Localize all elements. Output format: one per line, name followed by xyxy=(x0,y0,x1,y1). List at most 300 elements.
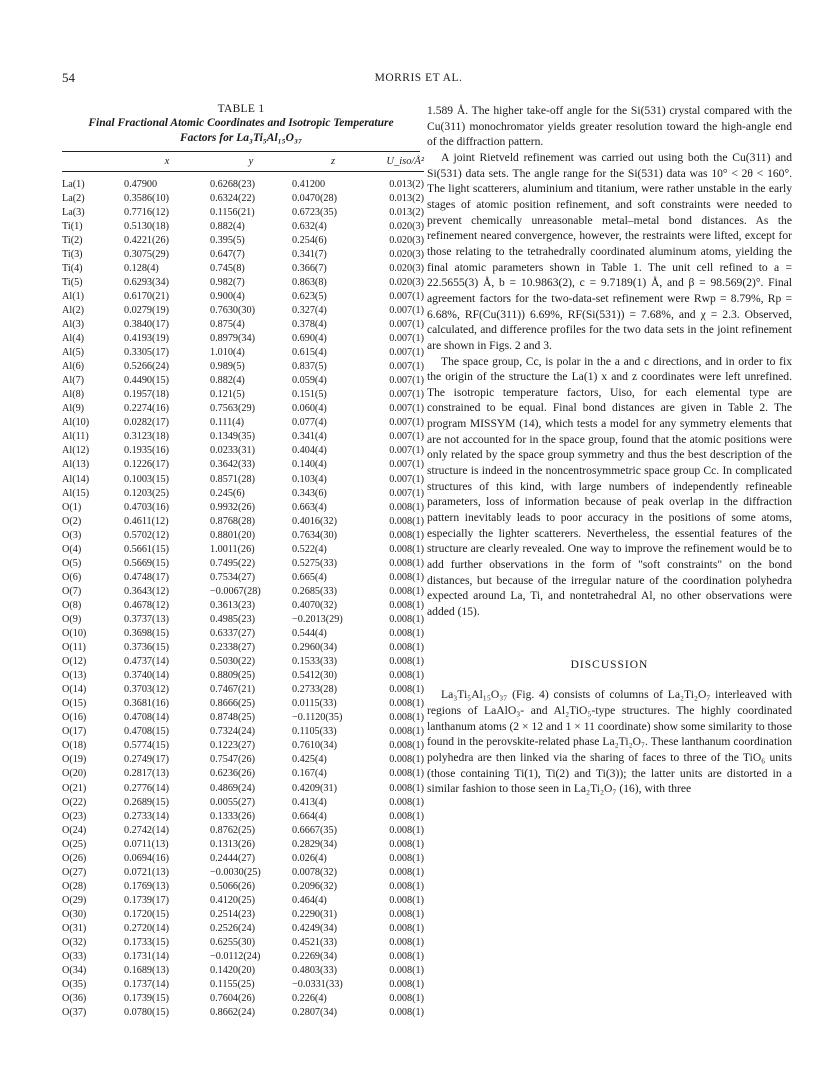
table-row xyxy=(62,261,424,275)
z-cell: 0.663(4) xyxy=(292,501,327,513)
atomic-coordinates-table xyxy=(62,152,424,1020)
atom-label-cell: O(1) xyxy=(62,501,82,513)
uiso-cell: 0.008(1) xyxy=(389,782,424,794)
y-cell: 0.8979(34) xyxy=(210,333,255,345)
section-heading-discussion: DISCUSSION xyxy=(570,658,649,671)
x-cell: 0.4221(26) xyxy=(124,234,169,246)
x-cell: 0.2817(13) xyxy=(124,768,169,780)
table-row xyxy=(62,346,424,360)
y-cell: 0.7630(30) xyxy=(210,304,255,316)
z-cell: 0.5412(30) xyxy=(292,670,337,682)
atom-label-cell: Al(7) xyxy=(62,375,85,387)
uiso-cell: 0.008(1) xyxy=(389,557,424,569)
z-cell: 0.077(4) xyxy=(292,417,327,429)
x-cell: 0.1957(18) xyxy=(124,389,169,401)
y-cell: 0.8762(25) xyxy=(210,824,255,836)
atom-label-cell: Al(6) xyxy=(62,361,85,373)
z-cell: 0.664(4) xyxy=(292,810,327,822)
atom-label-cell: O(19) xyxy=(62,754,87,766)
uiso-cell: 0.008(1) xyxy=(389,923,424,934)
table-row xyxy=(62,500,424,514)
z-cell: 0.2960(34) xyxy=(292,642,337,654)
y-cell: 0.4869(24) xyxy=(210,782,255,794)
uiso-cell: 0.008(1) xyxy=(389,1007,424,1019)
atom-label-cell: O(29) xyxy=(62,894,87,906)
table-row xyxy=(62,430,424,444)
y-cell: 0.1333(26) xyxy=(210,810,255,822)
x-cell: 0.0780(15) xyxy=(124,1007,169,1019)
x-cell: 0.1737(14) xyxy=(124,979,169,991)
atom-label-cell: O(4) xyxy=(62,543,82,555)
paragraph-1: 1.589 Å. The higher take-off angle for the Si(531) crystal compared with the Cu(311) monochromator yields greater resolution toward the high-angle end of the diffraction pattern. xyxy=(427,104,792,149)
table-row xyxy=(62,809,424,823)
atom-label-cell: O(36) xyxy=(62,993,87,1005)
table-row xyxy=(62,627,424,641)
atom-label-cell: O(24) xyxy=(62,824,87,836)
y-cell: 0.1313(26) xyxy=(210,838,255,850)
atom-label-cell: Al(9) xyxy=(62,403,85,415)
z-cell: −0.2013(29) xyxy=(292,613,343,625)
atom-label-cell: Al(4) xyxy=(62,333,85,345)
y-cell: 0.8801(20) xyxy=(210,529,255,541)
y-cell: 0.1156(21) xyxy=(210,206,255,218)
uiso-cell: 0.007(1) xyxy=(389,473,424,485)
uiso-cell: 0.007(1) xyxy=(389,375,424,387)
atom-label-cell: Ti(3) xyxy=(62,248,83,260)
uiso-cell: 0.008(1) xyxy=(389,543,424,555)
x-cell: 0.128(4) xyxy=(124,262,159,274)
x-cell: 0.3075(29) xyxy=(124,248,169,260)
table-row xyxy=(62,851,424,865)
atom-label-cell: Al(13) xyxy=(62,459,90,471)
y-cell: 0.7324(24) xyxy=(210,726,255,738)
table-row xyxy=(62,374,424,388)
y-cell: 0.900(4) xyxy=(210,290,245,302)
z-cell: 0.4521(33) xyxy=(292,937,337,949)
uiso-cell: 0.008(1) xyxy=(389,515,424,527)
table-row xyxy=(62,177,424,191)
atom-label-cell: O(15) xyxy=(62,698,87,710)
z-cell: 0.341(7) xyxy=(292,248,327,260)
uiso-cell: 0.007(1) xyxy=(389,403,424,415)
table-row xyxy=(62,458,424,472)
x-cell: 0.1769(13) xyxy=(124,880,169,892)
table-row xyxy=(62,317,424,331)
z-cell: 0.226(4) xyxy=(292,993,327,1005)
z-cell: 0.060(4) xyxy=(292,403,327,415)
y-cell: 0.8768(28) xyxy=(210,515,255,527)
atom-label-cell: La(1) xyxy=(62,178,85,190)
y-cell: 0.882(4) xyxy=(210,375,245,387)
z-cell: 0.2290(31) xyxy=(292,908,337,920)
z-cell: 0.2829(34) xyxy=(292,838,337,850)
uiso-cell: 0.008(1) xyxy=(389,866,424,878)
atom-label-cell: O(34) xyxy=(62,965,87,977)
x-cell: 0.3586(10) xyxy=(124,192,169,204)
uiso-cell: 0.008(1) xyxy=(389,642,424,654)
z-cell: 0.0115(33) xyxy=(292,698,337,710)
uiso-cell: 0.013(2) xyxy=(389,206,424,218)
atom-label-cell: O(26) xyxy=(62,852,87,864)
table-row xyxy=(62,964,424,978)
x-cell: 0.1733(15) xyxy=(124,937,169,949)
x-cell: 0.5661(15) xyxy=(124,543,169,555)
uiso-cell: 0.008(1) xyxy=(389,585,424,597)
table-row xyxy=(62,360,424,374)
x-cell: 0.3737(13) xyxy=(124,613,169,625)
x-cell: 0.3305(17) xyxy=(124,347,169,359)
atom-label-cell: O(3) xyxy=(62,529,82,541)
z-cell: −0.1120(35) xyxy=(292,712,343,724)
table-row xyxy=(62,767,424,781)
y-cell: 0.647(7) xyxy=(210,248,245,260)
atom-label-cell: O(31) xyxy=(62,923,87,934)
z-cell: 0.2269(34) xyxy=(292,951,337,963)
table-row xyxy=(62,289,424,303)
x-cell: 0.1226(17) xyxy=(124,459,169,471)
uiso-cell: 0.008(1) xyxy=(389,599,424,611)
x-cell: 0.6170(21) xyxy=(124,290,169,302)
table-row xyxy=(62,725,424,739)
z-cell: 0.522(4) xyxy=(292,543,327,555)
y-cell: 0.8666(25) xyxy=(210,698,255,710)
z-cell: 0.103(4) xyxy=(292,473,327,485)
x-cell: 0.4490(15) xyxy=(124,375,169,387)
atom-label-cell: Al(1) xyxy=(62,290,85,302)
uiso-cell: 0.008(1) xyxy=(389,501,424,513)
y-cell: 0.745(8) xyxy=(210,262,245,274)
x-cell: 0.5130(18) xyxy=(124,220,169,232)
atom-label-cell: O(25) xyxy=(62,838,87,850)
x-cell: 0.1720(15) xyxy=(124,908,169,920)
z-cell: 0.4070(32) xyxy=(292,599,337,611)
header-y: y xyxy=(248,156,254,167)
x-cell: 0.1731(14) xyxy=(124,951,169,963)
x-cell: 0.2733(14) xyxy=(124,810,169,822)
z-cell: 0.2807(34) xyxy=(292,1007,337,1019)
uiso-cell: 0.008(1) xyxy=(389,965,424,977)
y-cell: 0.875(4) xyxy=(210,318,245,330)
uiso-cell: 0.020(3) xyxy=(389,234,424,246)
uiso-cell: 0.007(1) xyxy=(389,431,424,443)
x-cell: 0.0711(13) xyxy=(124,838,169,850)
table-body xyxy=(62,177,424,1020)
z-cell: 0.4016(32) xyxy=(292,515,337,527)
atom-label-cell: O(22) xyxy=(62,796,87,808)
x-cell: 0.4611(12) xyxy=(124,515,169,527)
uiso-cell: 0.007(1) xyxy=(389,417,424,429)
table-row xyxy=(62,795,424,809)
table-row xyxy=(62,388,424,402)
y-cell: 0.5030(22) xyxy=(210,656,255,668)
z-cell: 0.425(4) xyxy=(292,754,327,766)
table-row xyxy=(62,584,424,598)
atom-label-cell: O(28) xyxy=(62,880,87,892)
atom-label-cell: O(12) xyxy=(62,656,87,668)
y-cell: 0.1155(25) xyxy=(210,979,255,991)
uiso-cell: 0.008(1) xyxy=(389,810,424,822)
uiso-cell: 0.008(1) xyxy=(389,656,424,668)
atom-label-cell: Al(5) xyxy=(62,347,85,359)
x-cell: 0.47900 xyxy=(124,178,158,190)
atom-label-cell: Ti(4) xyxy=(62,262,83,274)
table-row xyxy=(62,936,424,950)
x-cell: 0.2742(14) xyxy=(124,824,169,836)
atom-label-cell: Al(14) xyxy=(62,473,90,485)
uiso-cell: 0.008(1) xyxy=(389,628,424,640)
y-cell: 0.982(7) xyxy=(210,276,245,288)
y-cell: 0.2514(23) xyxy=(210,908,255,920)
uiso-cell: 0.008(1) xyxy=(389,529,424,541)
y-cell: 0.6255(30) xyxy=(210,937,255,949)
table-row xyxy=(62,219,424,233)
uiso-cell: 0.008(1) xyxy=(389,571,424,583)
y-cell: 0.4120(25) xyxy=(210,894,255,906)
x-cell: 0.3740(14) xyxy=(124,670,169,682)
uiso-cell: 0.020(3) xyxy=(389,248,424,260)
x-cell: 0.3681(16) xyxy=(124,698,169,710)
z-cell: 0.151(5) xyxy=(292,389,327,401)
uiso-cell: 0.008(1) xyxy=(389,908,424,920)
table-caption-line2: Factors for La₃Ti₅Al₁₅O₃₇ xyxy=(179,132,303,144)
z-cell: 0.690(4) xyxy=(292,333,327,345)
uiso-cell: 0.007(1) xyxy=(389,333,424,345)
x-cell: 0.3643(12) xyxy=(124,585,169,597)
atom-label-cell: Al(11) xyxy=(62,431,89,443)
table-row xyxy=(62,556,424,570)
atom-label-cell: O(7) xyxy=(62,585,82,597)
y-cell: −0.0030(25) xyxy=(210,866,261,878)
table-caption-line1: Final Fractional Atomic Coordinates and Isotropic Temperature xyxy=(88,117,394,129)
uiso-cell: 0.008(1) xyxy=(389,838,424,850)
uiso-cell: 0.008(1) xyxy=(389,712,424,724)
atom-label-cell: O(13) xyxy=(62,670,87,682)
paragraph-2: A joint Rietveld refinement was carried out using both the Cu(311) and Si(531) data sets. The angle range for the Si(531) data was 10° < 2θ < 160°. The light scatterers, aluminium and titanium, were rather unstable in the early stages of atomic position refinement, and soft constraints were needed to prevent chemically unreasonable metal–metal bond distances. As the refinement neared convergence, however, the restraints were lifted, except for those relating to the tetrahedrally coordinated aluminum atoms, yielding the final atomic parameters shown in Table 1. The unit cell refined to a = 22.5655(3) Å, b = 10.9863(2), c = 9.7189(1) Å, and β = 98.569(2)°. Final agreement factors for the two-data-set refinement were Rwp = 8.79%, Rp = 6.68%, RF(Cu(311)) 6.69%, RF(Si(531)) = 7.68%, and χ = 2.3. Observed, calculated, and difference profiles for the two data sets in the joint refinement are shown in Figs. 2 and 3. xyxy=(427,150,792,352)
y-cell: −0.0067(28) xyxy=(210,585,261,597)
z-cell: 0.5275(33) xyxy=(292,557,337,569)
z-cell: 0.615(4) xyxy=(292,347,327,359)
atom-label-cell: O(20) xyxy=(62,768,87,780)
x-cell: 0.1739(15) xyxy=(124,993,169,1005)
atom-label-cell: Ti(2) xyxy=(62,234,83,246)
uiso-cell: 0.008(1) xyxy=(389,852,424,864)
table-header-row xyxy=(62,152,424,172)
atom-label-cell: O(17) xyxy=(62,726,87,738)
y-cell: 0.245(6) xyxy=(210,487,245,499)
y-cell: 0.8662(24) xyxy=(210,1007,255,1019)
atom-label-cell: O(32) xyxy=(62,937,87,949)
uiso-cell: 0.020(3) xyxy=(389,276,424,288)
table-row xyxy=(62,191,424,205)
z-cell: 0.464(4) xyxy=(292,894,327,906)
atom-label-cell: O(5) xyxy=(62,557,82,569)
y-cell: 0.8748(25) xyxy=(210,712,255,724)
z-cell: 0.2685(33) xyxy=(292,585,337,597)
z-cell: 0.623(5) xyxy=(292,290,327,302)
atom-label-cell: La(2) xyxy=(62,192,85,204)
z-cell: 0.4209(31) xyxy=(292,782,337,794)
uiso-cell: 0.008(1) xyxy=(389,768,424,780)
table-row xyxy=(62,275,424,289)
atom-label-cell: O(23) xyxy=(62,810,87,822)
uiso-cell: 0.007(1) xyxy=(389,304,424,316)
uiso-cell: 0.007(1) xyxy=(389,445,424,457)
y-cell: 0.7604(26) xyxy=(210,993,255,1005)
uiso-cell: 0.008(1) xyxy=(389,894,424,906)
table-row xyxy=(62,416,424,430)
table-row xyxy=(62,865,424,879)
atom-label-cell: O(11) xyxy=(62,642,86,654)
table-row xyxy=(62,837,424,851)
z-cell: 0.4249(34) xyxy=(292,923,337,934)
table-row xyxy=(62,528,424,542)
table-row xyxy=(62,978,424,992)
table-row xyxy=(62,444,424,458)
x-cell: 0.1203(25) xyxy=(124,487,169,499)
table-row xyxy=(62,205,424,219)
y-cell: 0.7534(27) xyxy=(210,571,255,583)
y-cell: 0.6337(27) xyxy=(210,628,255,640)
x-cell: 0.4708(14) xyxy=(124,712,169,724)
y-cell: 0.7563(29) xyxy=(210,403,255,415)
x-cell: 0.0721(13) xyxy=(124,866,169,878)
header-atom xyxy=(62,152,120,172)
x-cell: 0.2749(17) xyxy=(124,754,169,766)
y-cell: 1.0011(26) xyxy=(210,543,255,555)
x-cell: 0.5669(15) xyxy=(124,557,169,569)
table-label: TABLE 1 xyxy=(217,103,265,115)
y-cell: 0.121(5) xyxy=(210,389,245,401)
atom-label-cell: Al(8) xyxy=(62,389,85,401)
y-cell: 0.0233(31) xyxy=(210,445,255,457)
y-cell: 0.6268(23) xyxy=(210,178,255,190)
table-row xyxy=(62,950,424,964)
uiso-cell: 0.007(1) xyxy=(389,487,424,499)
page-number: 54 xyxy=(62,70,75,85)
y-cell: 0.6236(26) xyxy=(210,768,255,780)
table-row xyxy=(62,514,424,528)
x-cell: 0.4737(14) xyxy=(124,656,169,668)
z-cell: 0.254(6) xyxy=(292,234,327,246)
uiso-cell: 0.007(1) xyxy=(389,290,424,302)
uiso-cell: 0.008(1) xyxy=(389,824,424,836)
atom-label-cell: O(10) xyxy=(62,628,87,640)
z-cell: 0.863(8) xyxy=(292,276,327,288)
z-cell: 0.544(4) xyxy=(292,628,327,640)
atom-label-cell: Al(15) xyxy=(62,487,90,499)
atom-label-cell: O(9) xyxy=(62,613,82,625)
uiso-cell: 0.008(1) xyxy=(389,670,424,682)
x-cell: 0.1003(15) xyxy=(124,473,169,485)
atom-label-cell: O(18) xyxy=(62,740,87,752)
z-cell: 0.837(5) xyxy=(292,361,327,373)
y-cell: 0.6324(22) xyxy=(210,192,255,204)
x-cell: 0.7716(12) xyxy=(124,206,169,218)
table-row xyxy=(62,907,424,921)
uiso-cell: 0.008(1) xyxy=(389,880,424,892)
header-uiso: U_iso/Å² xyxy=(386,156,424,167)
uiso-cell: 0.020(3) xyxy=(389,262,424,274)
z-cell: 0.665(4) xyxy=(292,571,327,583)
uiso-cell: 0.007(1) xyxy=(389,459,424,471)
uiso-cell: 0.008(1) xyxy=(389,993,424,1005)
atom-label-cell: O(35) xyxy=(62,979,87,991)
x-cell: 0.4708(15) xyxy=(124,726,169,738)
z-cell: 0.026(4) xyxy=(292,852,327,864)
z-cell: 0.0078(32) xyxy=(292,866,337,878)
paragraph-3: The space group, Cc, is polar in the a and c directions, and in order to fix the origin of the structure the La(1) x and z coordinates were left unrefined. The isotropic temperature factors, Uiso, for each elemental type are constrained to be equal. Final bond distances are given in Table 2. The program MISSYM (14), which tests a model for any symmetry elements that are not accounted for in the space group, found that the atomic positions were only related by the space group symmetry and thus the best description of the structure is indeed in the noncentrosymmetric space group Cc. In complicated structures of this kind, with large numbers of independently refineable parameters, loss of information because of peak overlap in the diffraction pattern inevitably leads to poor accuracy in the positions of some atoms, especially the lighter scatterers. Nevertheless, the essential features of the structure are clearly revealed. One way to improve the refinement would be to add further observations in the form of "soft constraints" on the bond distances, but because of the irregular nature of the coordination polyhedra expected around La, Ti, and nontetrahedral Al, no other observations were added (15). xyxy=(427,354,792,618)
atom-label-cell: Al(2) xyxy=(62,304,85,316)
uiso-cell: 0.007(1) xyxy=(389,361,424,373)
header-x: x xyxy=(164,156,170,167)
z-cell: 0.327(4) xyxy=(292,304,327,316)
table-row xyxy=(62,739,424,753)
atom-label-cell: Al(3) xyxy=(62,318,85,330)
x-cell: 0.5774(15) xyxy=(124,740,169,752)
atom-label-cell: Al(12) xyxy=(62,445,90,457)
uiso-cell: 0.013(2) xyxy=(389,192,424,204)
y-cell: 1.010(4) xyxy=(210,347,245,359)
z-cell: 0.413(4) xyxy=(292,796,327,808)
x-cell: 0.5266(24) xyxy=(124,361,169,373)
header-z: z xyxy=(330,156,336,167)
x-cell: 0.0279(19) xyxy=(124,304,169,316)
uiso-cell: 0.008(1) xyxy=(389,951,424,963)
table-row xyxy=(62,753,424,767)
atom-label-cell: O(2) xyxy=(62,515,82,527)
z-cell: 0.140(4) xyxy=(292,459,327,471)
y-cell: 0.0055(27) xyxy=(210,796,255,808)
table-row xyxy=(62,641,424,655)
uiso-cell: 0.008(1) xyxy=(389,684,424,696)
z-cell: 0.6667(35) xyxy=(292,824,337,836)
x-cell: 0.1689(13) xyxy=(124,965,169,977)
x-cell: 0.3703(12) xyxy=(124,684,169,696)
y-cell: 0.7547(26) xyxy=(210,754,255,766)
table-row xyxy=(62,233,424,247)
uiso-cell: 0.008(1) xyxy=(389,740,424,752)
table-row xyxy=(62,247,424,261)
paragraph-4: La₃Ti₅Al₁₅O₃₇ (Fig. 4) consists of columns of La₂Ti₂O₇ interleaved with regions of LaAlO₃- and Al₂TiO₅-type structures. The highly coordinated lanthanum atoms (2 × 12 and 1 × 11 coordinate) show some similarity to those found in the perovskite-related phase La₂Ti₂O₇. These lanthanum coordination polyhedra are then linked via the sharing of faces to three of the TiO₆ units (those containing Ti(1), Ti(2) and Ti(3)); the latter units are distorted in a similar fashion to those seen in La₂Ti₂O₇ (16), with three xyxy=(427,688,792,796)
table-row xyxy=(62,402,424,416)
table-row xyxy=(62,697,424,711)
table-row xyxy=(62,711,424,725)
x-cell: 0.3123(18) xyxy=(124,431,169,443)
y-cell: 0.989(5) xyxy=(210,361,245,373)
table-row xyxy=(62,655,424,669)
uiso-cell: 0.013(2) xyxy=(389,178,424,190)
z-cell: 0.0470(28) xyxy=(292,192,337,204)
table-row xyxy=(62,683,424,697)
z-cell: 0.2733(28) xyxy=(292,684,337,696)
x-cell: 0.3736(15) xyxy=(124,642,169,654)
x-cell: 0.0694(16) xyxy=(124,852,169,864)
x-cell: 0.5702(12) xyxy=(124,529,169,541)
y-cell: 0.395(5) xyxy=(210,234,245,246)
y-cell: 0.4985(23) xyxy=(210,613,255,625)
y-cell: 0.3642(33) xyxy=(210,459,255,471)
y-cell: 0.882(4) xyxy=(210,220,245,232)
z-cell: 0.4803(33) xyxy=(292,965,337,977)
table-row xyxy=(62,1006,424,1020)
table-row xyxy=(62,472,424,486)
z-cell: 0.7634(30) xyxy=(292,529,337,541)
z-cell: 0.7610(34) xyxy=(292,740,337,752)
y-cell: 0.7495(22) xyxy=(210,557,255,569)
y-cell: 0.5066(26) xyxy=(210,880,255,892)
y-cell: 0.1349(35) xyxy=(210,431,255,443)
atom-label-cell: O(37) xyxy=(62,1007,87,1019)
